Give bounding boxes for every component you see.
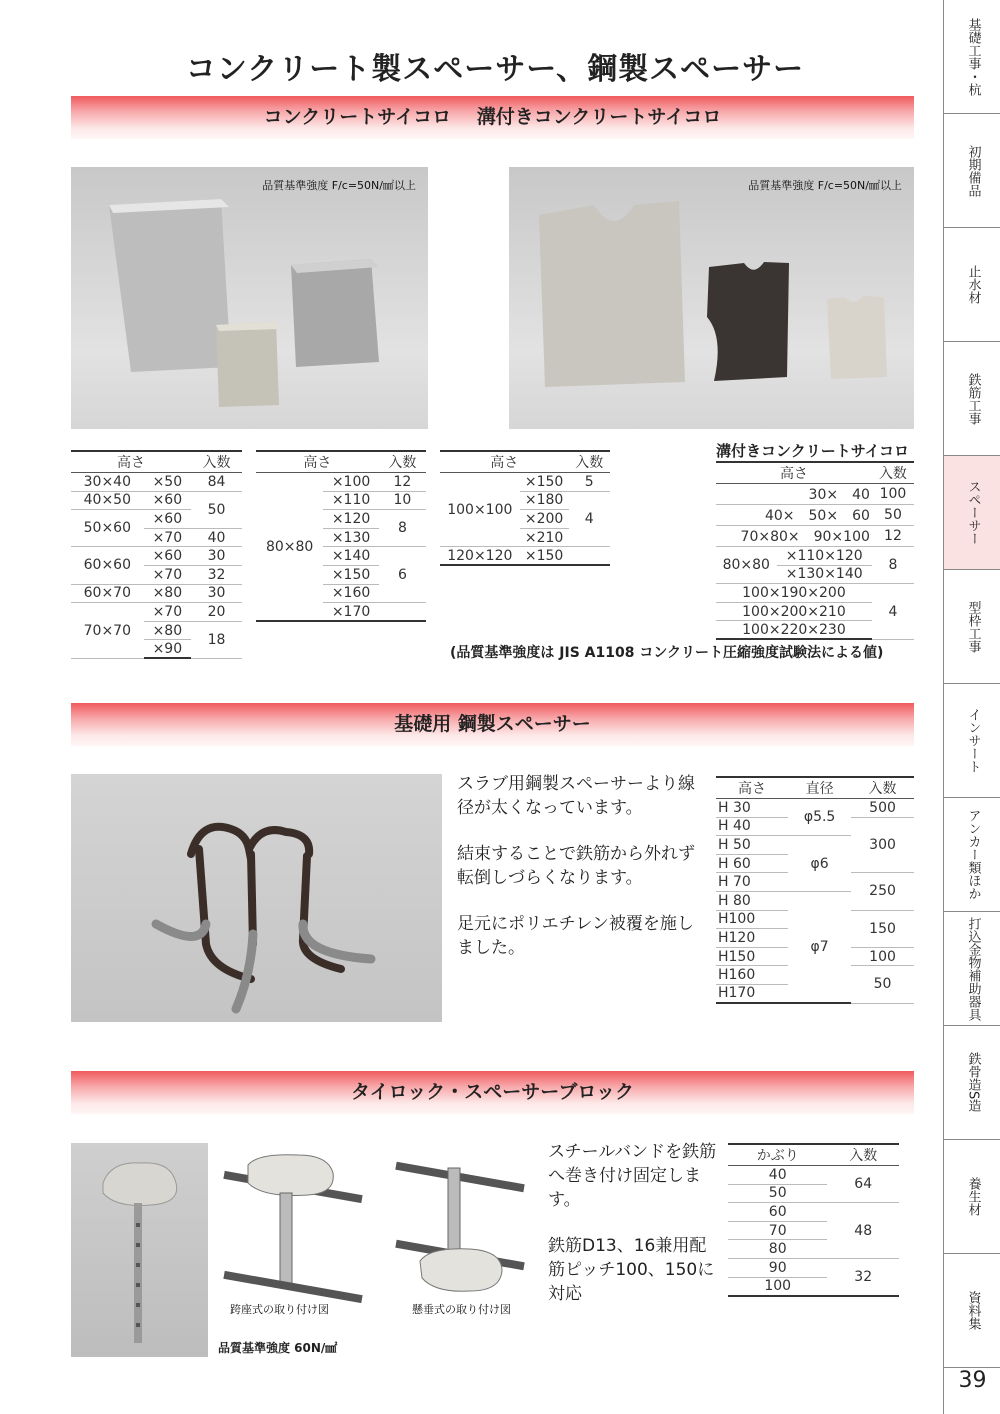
saddle-mount-image xyxy=(218,1143,368,1317)
table-row: H 40 300 xyxy=(716,817,914,836)
grooved-cubes-image xyxy=(509,167,914,429)
table-row: 30× 40 100 xyxy=(716,484,914,505)
concrete-table-c: 高さ 入数 100×100 ×150 5 ×180 4 ×200 ×210 120×120 ×150 xyxy=(440,450,610,566)
tab-hardware[interactable]: 打込金物補助器具 xyxy=(944,912,1000,1026)
concrete-cubes-image xyxy=(71,167,428,429)
table-row: 60×60 ×60 30 xyxy=(71,547,242,566)
table-row: 120×120 ×150 xyxy=(440,547,610,566)
tielock-table: かぶり 入数 40 64 50 60 48 70 80 90 32 100 xyxy=(728,1143,899,1297)
section-band-steel: 基礎用 鋼製スペーサー xyxy=(71,703,914,746)
table-row: H 70 250 xyxy=(716,873,914,892)
page-title: コンクリート製スペーサー、鋼製スペーサー xyxy=(185,52,805,87)
table-row: 100×190×200 4 xyxy=(716,584,914,603)
table-row: ×80 18 xyxy=(71,621,242,640)
table-row: 100 xyxy=(728,1277,899,1296)
table-row: H100 150 xyxy=(716,910,914,929)
table-row: 90 32 xyxy=(728,1258,899,1277)
steel-spacer-table: 高さ 直径 入数 H 30 φ5.5 500 H 40 300 H 50 φ6 H 60 H 70 250 H 80 φ7 H100 150 H120 H150 100 H160 50 H170 xyxy=(716,776,914,1004)
table-row: H 30 φ5.5 500 xyxy=(716,799,914,818)
table-row: H170 xyxy=(716,984,914,1003)
table-row: ×200 xyxy=(440,510,610,529)
tielock-block-image xyxy=(71,1143,208,1357)
table-row: 70 xyxy=(728,1221,899,1240)
table-row: 100×200×210 xyxy=(716,602,914,621)
concrete-cube-photo xyxy=(71,167,428,429)
concrete-table-a xyxy=(71,450,242,659)
tab-rebar-work[interactable]: 鉄筋工事 xyxy=(944,342,1000,456)
table-row: ×170 xyxy=(256,603,426,622)
table-row: 60 48 xyxy=(728,1203,899,1222)
table-row: ×210 xyxy=(440,528,610,547)
section-band-tielock: タイロック・スペーサーブロック xyxy=(71,1071,914,1114)
hanging-mount-diagram xyxy=(390,1143,530,1317)
tab-foundation[interactable]: 基礎工事・杭 xyxy=(944,0,1000,114)
table-row: H120 xyxy=(716,929,914,948)
col-height: 高さ xyxy=(71,451,191,473)
table-row: ×180 4 xyxy=(440,491,610,510)
photo2-caption: 品質基準強度 F/c=50N/㎟以上 xyxy=(748,179,902,192)
sidebar-index xyxy=(943,0,1000,1414)
table-row: 50 xyxy=(728,1184,899,1203)
table-row: ×90 xyxy=(71,640,242,659)
grooved-table: 高さ 入数 30× 40 100 40× 50× 60 50 70×80× 90×100 12 80×80 ×110×120 8 ×130×140 100×190×200 4 100×200×210 100×220×230 xyxy=(716,461,914,640)
table-row: 30×40 ×50 84 xyxy=(71,473,242,492)
photo1-caption: 品質基準強度 F/c=50N/㎟以上 xyxy=(262,179,416,192)
table-row: 40× 50× 60 50 xyxy=(716,505,914,526)
table-row: 40 64 xyxy=(728,1166,899,1185)
table-row: ×70 40 xyxy=(71,528,242,547)
table-row: ×150 xyxy=(256,565,426,584)
table-row: ×140 6 xyxy=(256,547,426,566)
table-row: H150 100 xyxy=(716,947,914,966)
table-row: ×130×140 xyxy=(716,565,914,584)
grooved-cube-photo xyxy=(509,167,914,429)
tab-curing[interactable]: 養生材 xyxy=(944,1140,1000,1254)
table-row: 80 xyxy=(728,1240,899,1259)
tielock-strength: 品質基準強度 60N/㎟ xyxy=(218,1341,338,1355)
table-row: ×110 10 xyxy=(256,491,426,510)
table-row: H160 50 xyxy=(716,966,914,985)
table-row: 70×80× 90×100 12 xyxy=(716,526,914,547)
hanging-mount-image xyxy=(390,1143,530,1317)
table-row: H 80 φ7 xyxy=(716,891,914,910)
table-row: H 50 φ6 xyxy=(716,836,914,855)
table-row: 80×80 ×100 12 xyxy=(256,473,426,492)
table-row: 70×70 ×70 20 xyxy=(71,603,242,622)
saddle-mount-diagram xyxy=(218,1143,368,1317)
steel-spacer-photo xyxy=(71,774,442,1022)
table-row: 40×50 ×60 50 xyxy=(71,491,242,510)
tab-anchor[interactable]: アンカー類ほか xyxy=(944,798,1000,912)
steel-spacer-image xyxy=(71,774,442,1022)
tab-formwork[interactable]: 型枠工事 xyxy=(944,570,1000,684)
table-row: ×160 xyxy=(256,584,426,603)
table-row: ×120 8 xyxy=(256,510,426,529)
col-qty: 入数 xyxy=(191,451,242,473)
steel-description: スラブ用鋼製スペーサーより線径が太くなっています。 結束することで鉄筋から外れず転倒しづらくなります。 足元にポリエチレン被覆を施しました。 xyxy=(457,774,695,958)
saddle-caption: 跨座式の取り付け図 xyxy=(230,1303,329,1316)
table-row: 100×100 ×150 5 xyxy=(440,473,610,492)
tab-waterstop[interactable]: 止水材 xyxy=(944,228,1000,342)
table-row: ×70 32 xyxy=(71,565,242,584)
tab-initial-equipment[interactable]: 初期備品 xyxy=(944,114,1000,228)
concrete-table-b: 高さ 入数 80×80 ×100 12 ×110 10 ×120 8 ×130 ×140 6 ×150 ×160 ×170 xyxy=(256,450,426,622)
tab-documents[interactable]: 資料集 xyxy=(944,1254,1000,1368)
tab-steel-frame[interactable]: 鉄骨造S造 xyxy=(944,1026,1000,1140)
tab-spacer[interactable]: スペーサー xyxy=(944,456,1000,570)
table-row: ×130 xyxy=(256,528,426,547)
page-number: 39 xyxy=(958,1368,987,1393)
hanging-caption: 懸垂式の取り付け図 xyxy=(412,1303,511,1316)
table-row: H 60 xyxy=(716,854,914,873)
table-row: 80×80 ×110×120 8 xyxy=(716,547,914,566)
strength-note: (品質基準強度は JIS A1108 コンクリート圧縮強度試験法による値) xyxy=(450,645,884,661)
table-row: 60×70 ×80 30 xyxy=(71,584,242,603)
tielock-photo xyxy=(71,1143,208,1357)
table-row: 100×220×230 xyxy=(716,621,914,640)
grooved-table-title: 溝付きコンクリートサイコロ xyxy=(716,442,910,460)
tab-insert[interactable]: インサート xyxy=(944,684,1000,798)
table-row: 50×60 ×60 xyxy=(71,510,242,529)
section-band-concrete: コンクリートサイコロ 溝付きコンクリートサイコロ xyxy=(71,96,914,139)
tielock-description: スチールバンドを鉄筋へ巻き付け固定します。 鉄筋D13、16兼用配筋ピッチ100、150に対応 xyxy=(548,1142,717,1304)
